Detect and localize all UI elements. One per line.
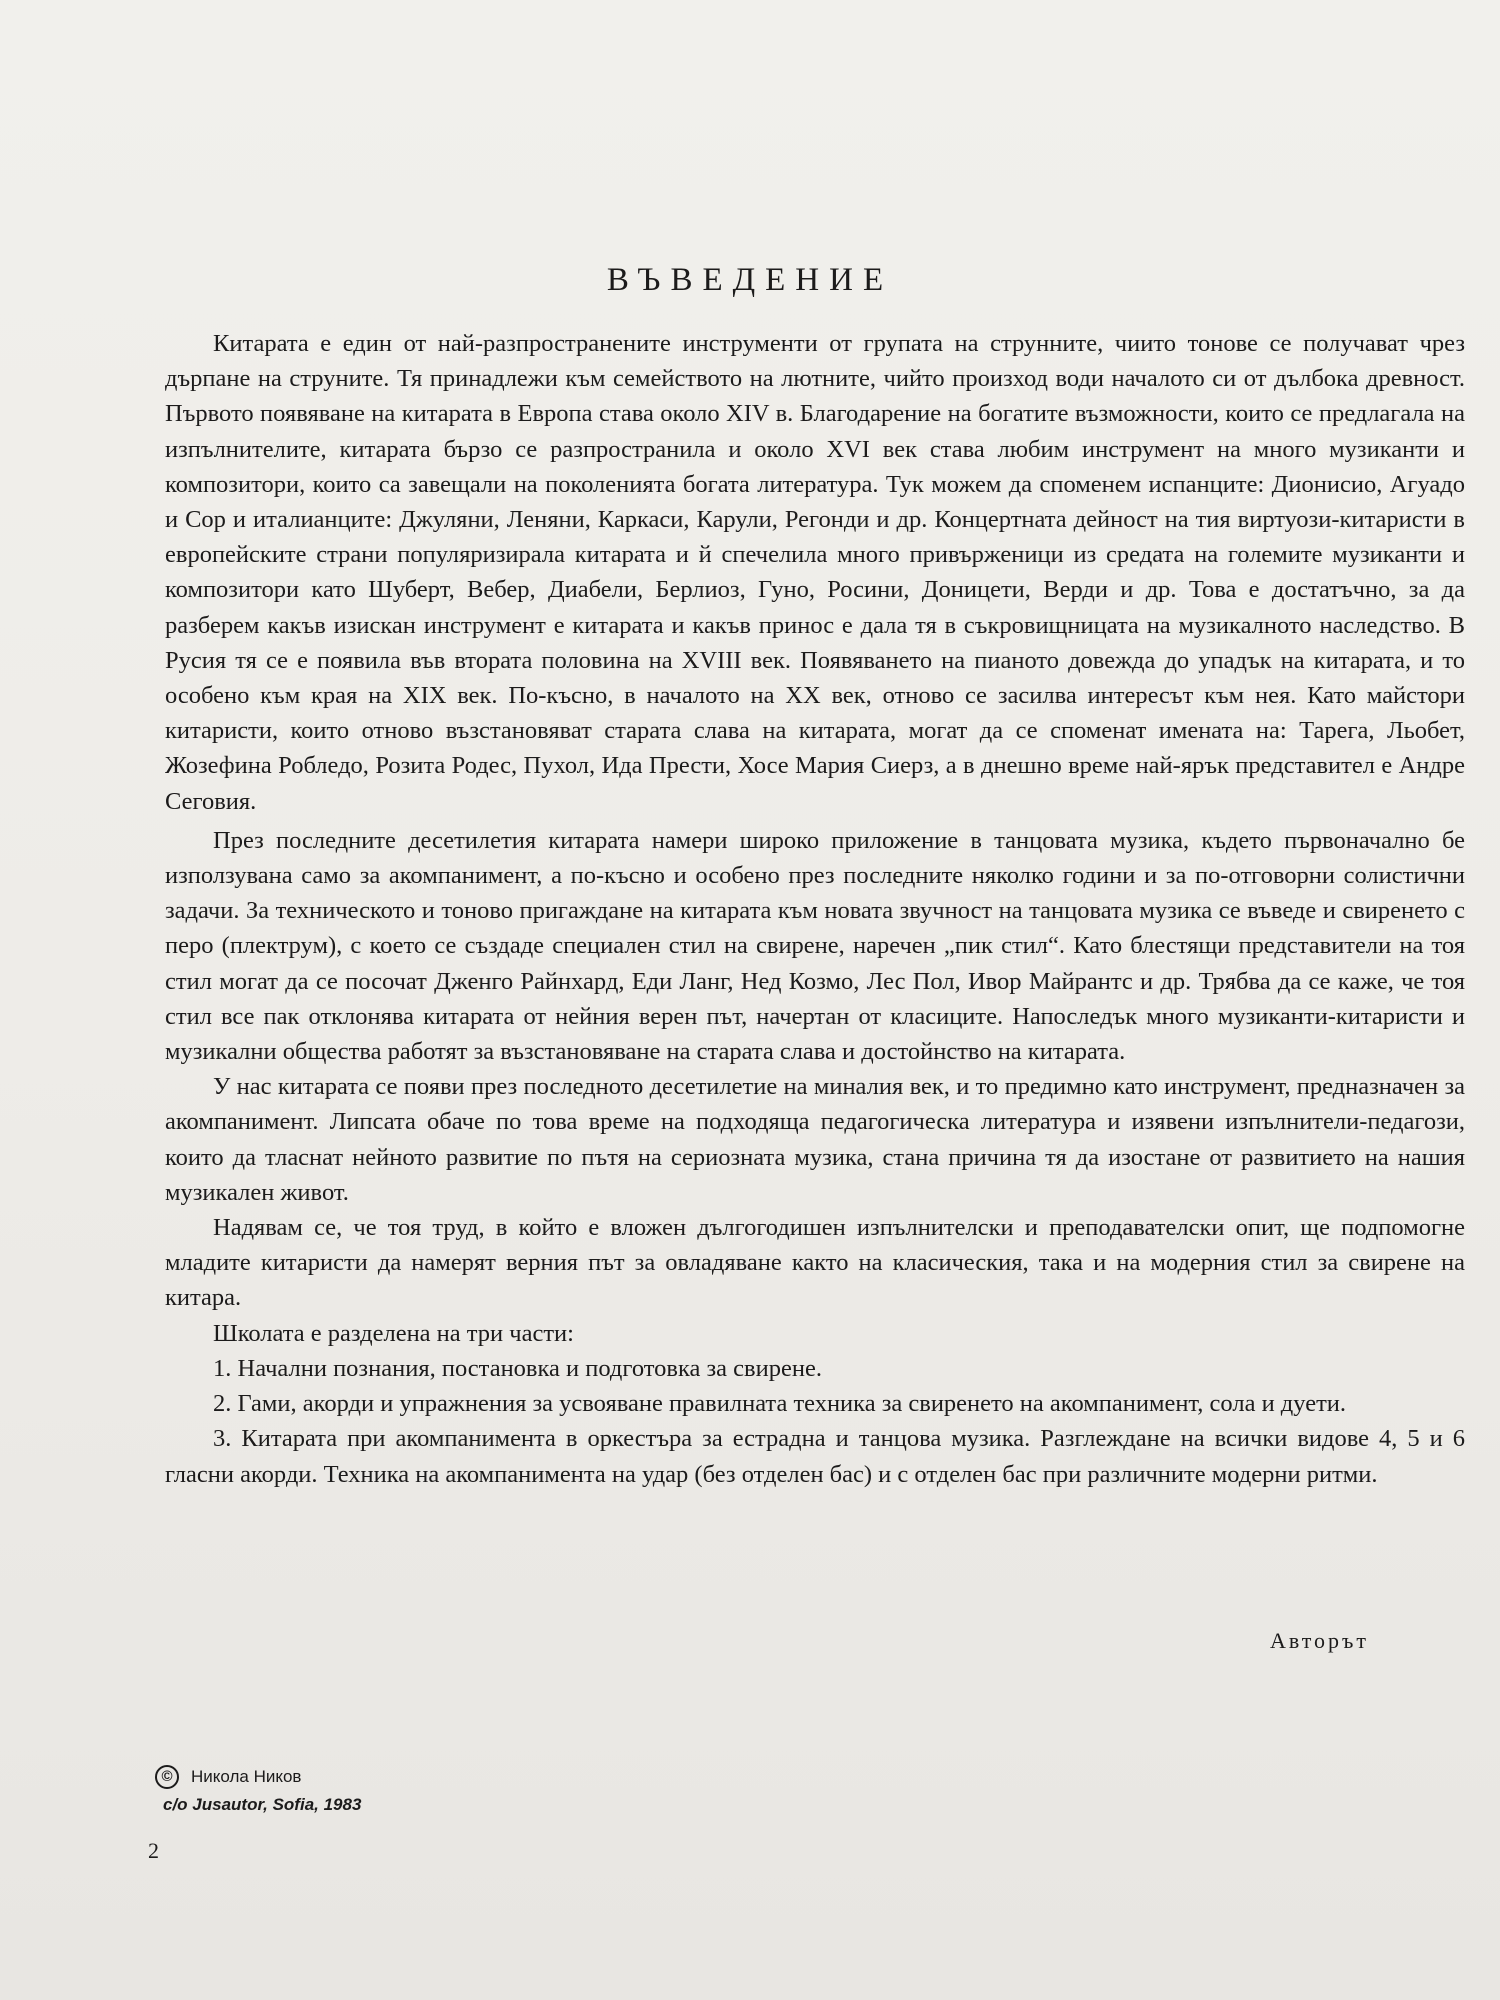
copyright-icon: © (155, 1765, 179, 1789)
author-signature: Авторът (1270, 1628, 1370, 1653)
copyright-notice (155, 1763, 361, 1819)
list-item: 1. Начални познания, постановка и подготовка за свирене. (213, 1354, 822, 1382)
page-title: ВЪВЕДЕНИЕ (606, 262, 894, 298)
paragraph: Школата е разделена на три части: (213, 1319, 574, 1347)
list-item: 3. Китарата при акомпанимента в оркестъра за естрадна и танцова музика. Разглеждане на всички видове 4, 5 и 6 гласни акорди. Техника на акомпанимента на удар (без отделен бас) и с отделен бас при различните модерни ритми. (165, 1425, 1465, 1488)
introduction-body (165, 326, 1465, 1492)
parts-list (165, 1351, 1465, 1492)
paragraph: Китарата е един от най-разпространените инструменти от групата на струнните, чиито тонове се получават чрез дърпане на струните. Тя принадлежи към семейството на лютните, чийто произход води началото си от дълбока древност. Първото появяване на китарата в Европа става около XIV в. Благодарение на богатите възможности, които се предлагала на изпълнителите, китарата бързо се разпространила и около XVI век става любим инструмент на много музиканти и композитори, които са завещали на поколенията богата литература. Тук можем да споменем испанците: Дионисио, Агуадо и Сор и италианците: Джуляни, Леняни, Каркаси, Карули, Регонди и др. Концертната дейност на тия виртуози-китаристи в европейските страни популяризирала китарата и й спечелила много привърженици из средата на големите музиканти и композитори като Шуберт, Вебер, Диабели, Берлиоз, Гуно, Росини, Доницети, Верди и др. Това е достатъчно, за да разберем какъв изискан инструмент е китарата и какъв принос е дала тя в съкровищницата на музикалното наследство. В Русия тя се е появила във втората половина на XVIII век. Появяването на пианото довежда до упадък на китарата, и то особено към края на XIX век. По-късно, в началото на XX век, отново се засилва интересът към нея. Като майстори китаристи, които отново възстановяват старата слава на китарата, могат да се споменат имената на: Тарега, Льобет, Жозефина Робледо, Розита Родес, Пухол, Ида Прести, Хосе Мария Сиерз, а в днешно време най-ярък представител е Андре Сеговия. (165, 330, 1465, 815)
paragraph: През последните десетилетия китарата намери широко приложение в танцовата музика, където първоначално бе използувана само за акомпанимент, а по-късно и особено през последните няколко години и за по-отговорни солистични задачи. За техническото и тоново пригаждане на китарата към новата звучност на танцовата музика се въведе и свиренето с перо (плектрум), с което се създаде специален стил на свирене, наречен „пик стил“. Като блестящи представители на тоя стил могат да се посочат Дженго Райнхард, Еди Ланг, Нед Козмо, Лес Пол, Ивор Майрантс и др. Трябва да се каже, че тоя стил все пак отклонява китарата от нейния верен път, начертан от класиците. Напоследък много музиканти-китаристи и музикални общества работят за възстановяване на старата слава и достойнство на китарата. (165, 826, 1465, 1066)
paragraph: У нас китарата се появи през последното десетилетие на миналия век, и то предимно като инструмент, предназначен за акомпанимент. Липсата обаче по това време на подходяща педагогическа литература и изявени изпълнители-педагози, които да тласнат нейното развитие по пътя на сериозната музика, стана причина тя да изостане от развитието на нашия музикален живот. (165, 1073, 1465, 1206)
paragraph: Надявам се, че тоя труд, в който е вложен дългогодишен изпълнителски и преподавателски опит, ще подпомогне младите китаристи да намерят верния път за овладяване както на класическия, така и на модерния стил за свирене на китара. (165, 1214, 1465, 1312)
copyright-agency: c/o Jusautor, Sofia, 1983 (163, 1795, 362, 1814)
list-item: 2. Гами, акорди и упражнения за усвояване правилната техника за свиренето на акомпанимент, сола и дуети. (213, 1390, 1347, 1418)
page-number: 2 (148, 1838, 159, 1863)
copyright-holder: Никола Ников (191, 1767, 302, 1786)
